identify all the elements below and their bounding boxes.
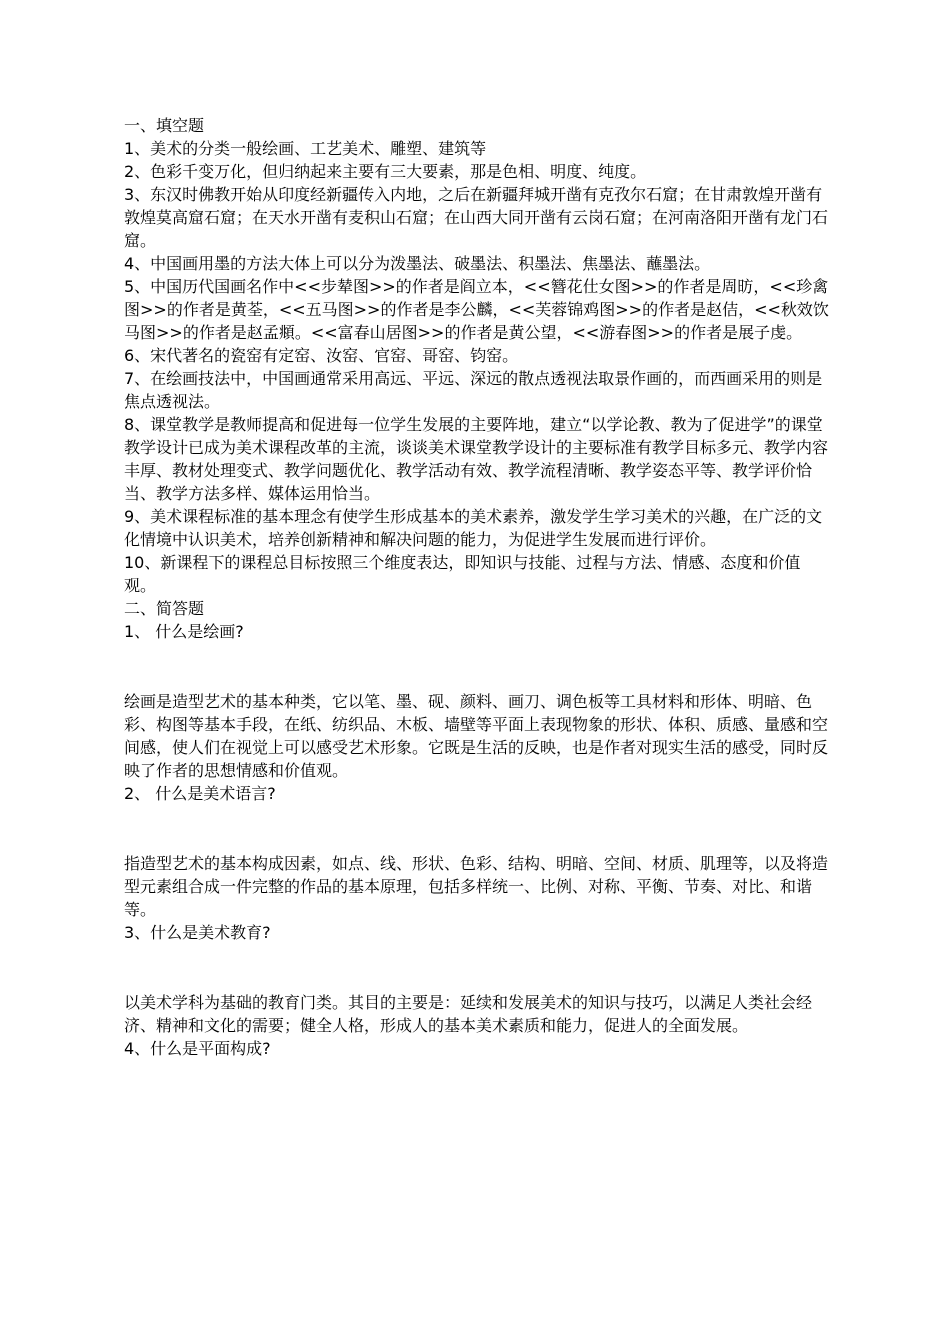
fill-blank-item: 10、新课程下的课程总目标按照三个维度表达，即知识与技能、过程与方法、情感、态度和价值观。	[124, 553, 801, 595]
question: 4、什么是平面构成?	[124, 1039, 271, 1058]
fill-blank-item: 5、中国历代国画名作中<<步辇图>>的作者是阎立本，<<簪花仕女图>>的作者是周昉，<<珍禽图>>的作者是黄荃，<<五马图>>的作者是李公麟，<<芙蓉锦鸡图>>的作者是赵佶，<<秋效饮马图>>的作者是赵孟頫。<<富春山居图>>的作者是黄公望，<<游春图>>的作者是展子虔。	[124, 277, 829, 342]
spacer	[124, 805, 832, 852]
fill-blank-item: 6、宋代著名的瓷窑有定窑、汝窑、官窑、哥窑、钧窑。	[124, 346, 519, 365]
section-heading-short-answer: 二、简答题	[124, 599, 205, 618]
fill-blank-item: 8、课堂教学是教师提高和促进每一位学生发展的主要阵地，建立“以学论教、教为了促进学”的课堂教学设计已成为美术课程改革的主流，谈谈美术课堂教学设计的主要标准有教学目标多元、教学内容丰厚、教材处理变式、教学问题优化、教学活动有效、教学流程清晰、教学姿态平等、教学评价恰当、教学方法多样、媒体运用恰当。	[124, 415, 829, 503]
answer: 绘画是造型艺术的基本种类，它以笔、墨、砚、颜料、画刀、调色板等工具材料和形体、明暗、色彩、构图等基本手段，在纸、纺织品、木板、墙壁等平面上表现物象的形状、体积、质感、量感和空间感，使人们在视觉上可以感受艺术形象。它既是生活的反映，也是作者对现实生活的感受，同时反映了作者的思想情感和价值观。	[124, 692, 829, 780]
fill-blank-item: 9、美术课程标准的基本理念有使学生形成基本的美术素养，激发学生学习美术的兴趣，在广泛的文化情境中认识美术，培养创新精神和解决问题的能力，为促进学生发展而进行评价。	[124, 507, 823, 549]
answer: 指造型艺术的基本构成因素，如点、线、形状、色彩、结构、明暗、空间、材质、肌理等，以及将造型元素组合成一件完整的作品的基本原理，包括多样统一、比例、对称、平衡、节奏、对比、和谐等。	[124, 854, 829, 919]
answer: 以美术学科为基础的教育门类。其目的主要是：延续和发展美术的知识与技巧，以满足人类社会经济、精神和文化的需要；健全人格，形成人的基本美术素质和能力，促进人的全面发展。	[124, 993, 813, 1035]
document-page	[124, 114, 832, 1060]
fill-blank-item: 3、东汉时佛教开始从印度经新疆传入内地，之后在新疆拜城开凿有克孜尔石窟；在甘肃敦煌开凿有敦煌莫高窟石窟；在天水开凿有麦积山石窟；在山西大同开凿有云岗石窟；在河南洛阳开凿有龙门石窟。	[124, 185, 829, 250]
fill-blank-item: 4、中国画用墨的方法大体上可以分为泼墨法、破墨法、积墨法、焦墨法、蘸墨法。	[124, 254, 711, 273]
spacer	[124, 944, 832, 991]
question: 2、 什么是美术语言?	[124, 784, 276, 803]
fill-blank-item: 2、色彩千变万化，但归纳起来主要有三大要素，那是色相、明度、纯度。	[124, 162, 647, 181]
spacer	[124, 643, 832, 690]
question: 3、什么是美术教育?	[124, 923, 271, 942]
fill-blank-item: 7、在绘画技法中，中国画通常采用高远、平远、深远的散点透视法取景作画的，而西画采用的则是焦点透视法。	[124, 369, 823, 411]
fill-blank-item: 1、美术的分类一般绘画、工艺美术、雕塑、建筑等	[124, 139, 487, 158]
question: 1、 什么是绘画?	[124, 622, 244, 641]
section-heading-fill-blank: 一、填空题	[124, 116, 205, 135]
